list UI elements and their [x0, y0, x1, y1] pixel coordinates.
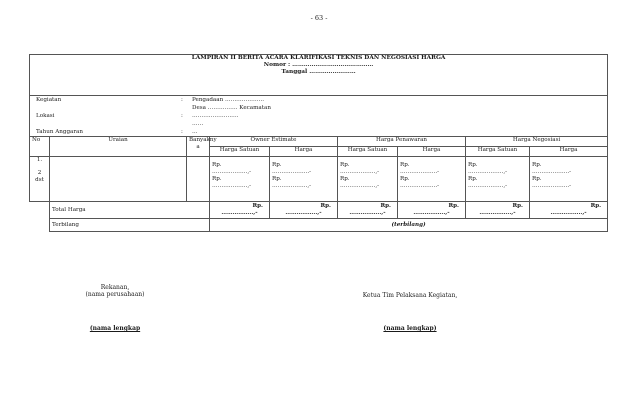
- ketua-label: Ketua Tim Pelaksana Kegiatan,: [362, 292, 458, 299]
- price-rp: Rp.: [468, 162, 478, 168]
- price-dots: ………………..-: [400, 168, 440, 175]
- uraian-cell: [50, 157, 187, 202]
- header-harga-negosiasi: Harga Negosiasi: [466, 137, 608, 147]
- header-banyaknya-line-2: a: [196, 143, 200, 150]
- header-banyaknya-line-1: Banyakny: [189, 137, 217, 143]
- terbilang-value: (terbilang): [210, 219, 608, 232]
- header-hn-harga-satuan: Harga Satuan: [466, 147, 530, 157]
- total-rp: Rp.: [512, 203, 523, 210]
- price-dots: ……………….,-: [468, 182, 508, 189]
- title-line-2: Nomor : ……………………………………: [263, 62, 374, 69]
- header-hp-harga: Harga: [398, 147, 466, 157]
- ketua-name: (nama lengkap): [383, 325, 437, 332]
- price-dots: ……………….,-: [468, 168, 508, 175]
- rekanan-signature-block: [60, 284, 170, 298]
- row-number-1: 1.: [36, 157, 43, 163]
- terbilang-spacer: [30, 219, 50, 232]
- header-oe-harga-satuan: Harga Satuan: [210, 147, 270, 157]
- terbilang-label: Terbilang: [50, 219, 210, 232]
- total-rp: Rp.: [448, 203, 459, 210]
- total-rp: Rp.: [320, 203, 331, 210]
- hp-harga-satuan-cell: [338, 157, 398, 202]
- price-rp: Rp.: [340, 175, 350, 182]
- price-dots: ……………….,-: [212, 168, 252, 175]
- price-dots: ………………..-: [272, 168, 312, 175]
- row-number-dst: dst: [35, 176, 44, 183]
- total-rp: Rp.: [380, 203, 391, 210]
- price-dots: ………………..-: [400, 182, 440, 189]
- price-dots: ………………..-: [532, 168, 572, 175]
- header-harga-penawaran: Harga Penawaran: [338, 137, 466, 147]
- perusahaan-label: (nama perusahaan): [85, 291, 145, 298]
- lokasi-label: Lokasi: [36, 113, 55, 119]
- row-numbers: [30, 157, 50, 202]
- total-dots: ……………..,-: [349, 210, 386, 216]
- total-hp-harga-satuan: [338, 202, 398, 219]
- tahun-anggaran-label: Tahun Anggaran: [36, 129, 83, 135]
- total-dots: ……………..,-: [479, 210, 516, 216]
- page-number: - 63 -: [310, 14, 328, 22]
- total-dots: ……………..,-: [550, 210, 587, 216]
- total-dots: ……………..,-: [285, 210, 322, 216]
- price-rp: Rp.: [468, 175, 478, 182]
- price-dots: ……………….,-: [272, 182, 312, 189]
- lokasi-value-line-1: Desa ……………. Kecamatan: [192, 105, 271, 111]
- oe-harga-satuan-cell: [210, 157, 270, 202]
- oe-harga-cell: [270, 157, 338, 202]
- header-hn-harga: Harga: [530, 147, 608, 157]
- header-owner-estimate: Owner Estimate: [210, 137, 338, 147]
- total-harga-label: Total Harga: [50, 202, 210, 219]
- hn-harga-satuan-cell: [466, 157, 530, 202]
- title-line-3: Tanggal ……………………: [281, 69, 356, 76]
- total-oe-harga-satuan: [210, 202, 270, 219]
- title-line-1: LAMPIRAN II BERITA ACARA KLARIFIKASI TEKNIS DAN NEGOSIASI HARGA: [191, 55, 446, 61]
- total-dots: ……………..,-: [221, 210, 258, 216]
- row-number-2: 2: [37, 169, 42, 176]
- price-dots: ………………..-: [532, 182, 572, 189]
- colon: :: [181, 113, 183, 119]
- berita-acara-table: [29, 54, 608, 232]
- price-rp: Rp.: [212, 162, 222, 168]
- lokasi-value-line-3: ……: [192, 121, 204, 127]
- colon: :: [181, 129, 183, 135]
- total-dots: ……………..,-: [413, 210, 450, 216]
- price-rp: Rp.: [340, 162, 350, 168]
- rekanan-name: (nama lengkap: [89, 325, 141, 332]
- kegiatan-label: Kegiatan: [36, 97, 62, 103]
- header-banyaknya: [187, 137, 217, 157]
- header-oe-harga: Harga: [270, 147, 338, 157]
- colon: :: [181, 97, 183, 103]
- header-no: No: [30, 137, 50, 157]
- price-dots: ……………….,-: [340, 168, 380, 175]
- header-uraian: Uraian: [50, 137, 187, 157]
- total-spacer: [30, 202, 50, 219]
- activity-info: [30, 96, 608, 137]
- tahun-anggaran-value: …: [192, 129, 198, 135]
- hp-harga-cell: [398, 157, 466, 202]
- total-rp: Rp.: [590, 203, 602, 210]
- document-title: [30, 55, 608, 96]
- kegiatan-value: Pengadaan …………………: [192, 97, 265, 103]
- price-dots: ……………….,-: [212, 182, 252, 189]
- lokasi-value-line-2: …………………….: [192, 113, 239, 119]
- price-rp: Rp.: [400, 162, 410, 168]
- price-rp: Rp.: [532, 175, 542, 182]
- price-rp: Rp.: [212, 175, 222, 182]
- total-oe-harga: [270, 202, 338, 219]
- hn-harga-cell: [530, 157, 608, 202]
- total-rp: Rp.: [252, 203, 263, 210]
- banyaknya-cell: [187, 157, 210, 202]
- price-rp: Rp.: [272, 162, 282, 168]
- price-rp: Rp.: [272, 175, 282, 182]
- header-hp-harga-satuan: Harga Satuan: [338, 147, 398, 157]
- total-hn-harga: [530, 202, 608, 219]
- rekanan-label: Rekanan,: [100, 284, 130, 291]
- price-dots: ……………….,-: [340, 182, 380, 189]
- total-hp-harga: [398, 202, 466, 219]
- price-rp: Rp.: [400, 175, 410, 182]
- price-rp: Rp.: [532, 162, 542, 168]
- total-hn-harga-satuan: [466, 202, 530, 219]
